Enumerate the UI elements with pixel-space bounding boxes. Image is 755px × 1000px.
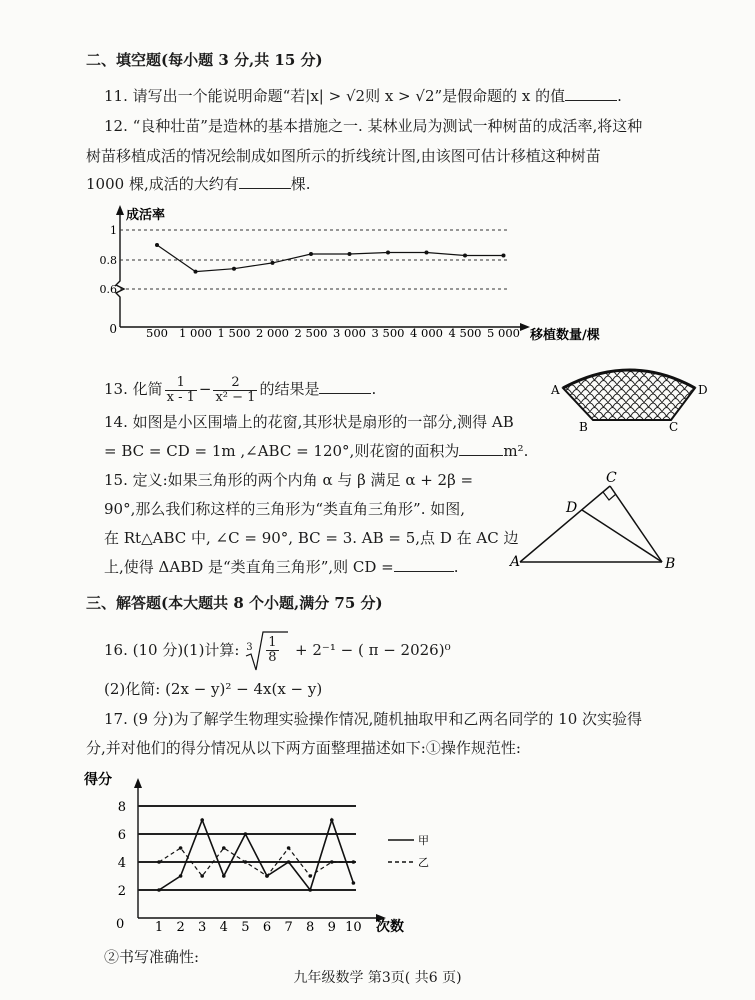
- y-tick-label: 0.6: [99, 283, 117, 296]
- x-tick-label: 2 000: [256, 326, 289, 340]
- data-point-甲: [287, 860, 291, 864]
- data-point: [502, 254, 506, 258]
- data-point-甲: [222, 874, 226, 878]
- right-triangle-figure: [500, 468, 690, 578]
- answer-blank-12: [239, 174, 291, 189]
- data-point-乙: [179, 846, 183, 850]
- data-point: [194, 270, 198, 274]
- x-tick-label: 3: [198, 920, 207, 935]
- flower-window-figure: [545, 358, 715, 438]
- fig15-label-a: A: [510, 554, 521, 570]
- fraction-1-numerator: 1: [165, 376, 197, 391]
- data-point-甲: [200, 818, 204, 822]
- answer-blank-14: [459, 441, 503, 456]
- x-axis-label: 移植数量/棵: [530, 328, 600, 343]
- minus-sign: −: [198, 380, 212, 398]
- x-tick-label: 3 500: [371, 326, 405, 340]
- x-tick-label: 2 500: [294, 326, 328, 340]
- x-tick-label: 1: [154, 920, 164, 935]
- x-tick-label: 1 500: [217, 326, 251, 340]
- root-denominator: 8: [268, 650, 277, 665]
- question-13-prefix: 13. 化简: [104, 380, 163, 398]
- fraction-2-numerator: 2: [213, 376, 257, 391]
- data-point-乙: [200, 874, 204, 878]
- data-point-乙: [244, 860, 248, 864]
- data-point-甲: [330, 818, 334, 822]
- survival-rate-line-chart: [80, 205, 640, 355]
- question-16-part1-text: 16. (10 分)(1)计算:: [104, 641, 240, 659]
- x-tick-label: 9: [327, 920, 336, 935]
- legend-label: 甲: [418, 834, 429, 847]
- data-point-乙: [352, 860, 356, 864]
- question-17-sub2: ②书写准确性:: [104, 948, 200, 966]
- root-fraction: [266, 636, 278, 665]
- section-solve-title: 三、解答题(本大题共 8 个小题,满分 75 分): [86, 594, 383, 612]
- question-15-line4: [104, 557, 459, 577]
- question-12-unit: 棵.: [290, 175, 311, 193]
- data-point-乙: [222, 846, 226, 850]
- question-11-period: .: [617, 87, 622, 105]
- data-point-甲: [157, 888, 161, 892]
- fig14-label-c: C: [669, 420, 679, 434]
- data-point-乙: [287, 846, 291, 850]
- section-fill-in-title: 二、填空题(每小题 3 分,共 15 分): [86, 51, 323, 69]
- question-13: [104, 372, 376, 406]
- question-14-line1: 14. 如图是小区围墙上的花窗,其形状是扇形的一部分,测得 AB: [104, 413, 514, 431]
- fraction-1-denominator: x - 1: [166, 389, 195, 405]
- fig14-label-a: A: [551, 383, 560, 397]
- score-line-chart: [80, 768, 440, 940]
- y-tick-label: 4: [117, 856, 126, 871]
- x-tick-label: 10: [345, 920, 362, 935]
- page-footer: 九年级数学 第3页( 共6 页): [293, 970, 462, 986]
- data-point: [232, 267, 236, 271]
- fraction-2-denominator: x² − 1: [215, 389, 256, 405]
- y-tick-label: 2: [117, 884, 126, 899]
- question-14-line2-text: = BC = CD = 1m ,∠ABC = 120°,则花窗的面积为: [104, 442, 460, 460]
- question-13-suffix: 的结果是: [259, 380, 320, 398]
- data-point-乙: [308, 874, 312, 878]
- question-14-unit: m².: [503, 442, 529, 460]
- data-point-甲: [244, 832, 248, 836]
- data-point: [425, 251, 429, 255]
- question-15-line4-text: 上,使得 ΔABD 是“类直角三角形”,则 CD =: [104, 558, 394, 576]
- y-tick-label: 0.8: [99, 254, 117, 267]
- y-tick-label: 1: [110, 224, 117, 237]
- x-tick-label: 7: [284, 920, 293, 935]
- fig14-label-d: D: [698, 383, 708, 397]
- survival-rate-series-line: [157, 245, 504, 272]
- fig15-label-c: C: [606, 470, 617, 486]
- data-point: [463, 254, 467, 258]
- y-axis-arrow-icon: [134, 778, 142, 788]
- question-12-line1: 12. “良种壮苗”是造林的基本措施之一. 某林业局为测试一种树苗的成活率,将这种: [104, 117, 643, 135]
- x-tick-label: 4 000: [410, 326, 443, 340]
- question-15-line3: 在 Rt△ABC 中, ∠C = 90°, BC = 3. AB = 5,点 D 在 AC 边: [104, 529, 519, 547]
- answer-blank-13: [319, 379, 371, 394]
- question-14-line2: [104, 441, 528, 461]
- root-index: 3: [246, 642, 253, 653]
- x-tick-label: 1 000: [179, 326, 212, 340]
- fig15-label-b: B: [665, 556, 676, 572]
- data-point-甲: [179, 874, 183, 878]
- data-point-乙: [265, 874, 269, 878]
- x-tick-label: 6: [262, 920, 272, 935]
- y-axis-arrow-icon: [116, 205, 124, 215]
- y-tick-label: 8: [117, 800, 126, 815]
- x-tick-label: 4: [219, 920, 228, 935]
- root-numerator: 1: [268, 635, 277, 650]
- x-tick-label: 5 000: [487, 326, 520, 340]
- data-point: [309, 252, 313, 256]
- question-15-line2: 90°,那么我们称这样的三角形为“类直角三角形”. 如图,: [104, 500, 465, 518]
- x-axis-arrow-icon: [520, 323, 530, 331]
- question-11: [104, 86, 622, 106]
- y-tick-label: 6: [117, 828, 126, 843]
- question-16-part1-expression: + 2⁻¹ − ( π − 2026)⁰: [295, 641, 451, 659]
- cube-root-expression: [244, 630, 290, 672]
- x-tick-label: 8: [306, 920, 315, 935]
- question-11-text: 11. 请写出一个能说明命题“若|x| > √2则 x > √2”是假命题的 x 的值: [104, 87, 566, 105]
- question-17-line2: 分,并对他们的得分情况从以下两方面整理描述如下:①操作规范性:: [86, 739, 521, 757]
- question-12-line3: [86, 174, 311, 194]
- legend-label: 乙: [418, 856, 429, 869]
- data-point: [271, 261, 275, 265]
- origin-label: 0: [109, 322, 117, 336]
- series-line-甲: [159, 820, 353, 890]
- data-point-乙: [157, 860, 161, 864]
- fraction-2: [213, 376, 257, 405]
- question-16-part2: (2)化简: (2x − y)² − 4x(x − y): [104, 680, 323, 698]
- question-15-period: .: [453, 558, 459, 576]
- data-point: [155, 243, 159, 247]
- data-point: [386, 251, 390, 255]
- question-13-period: .: [371, 380, 377, 398]
- data-point: [348, 252, 352, 256]
- question-17-line1: 17. (9 分)为了解学生物理实验操作情况,随机抽取甲和乙两名同学的 10 次实验得: [104, 710, 643, 728]
- x-tick-label: 2: [176, 920, 185, 935]
- question-16-part1: [104, 628, 451, 672]
- fig15-label-d: D: [566, 500, 578, 516]
- y-axis-label: 得分: [84, 772, 112, 788]
- x-tick-label: 500: [146, 326, 168, 340]
- y-axis-with-break: [116, 211, 124, 327]
- x-tick-label: 5: [241, 920, 250, 935]
- data-point-甲: [308, 888, 312, 892]
- data-point-甲: [352, 881, 356, 885]
- origin-label: 0: [116, 917, 125, 932]
- fig14-label-b: B: [579, 420, 588, 434]
- x-axis-label: 次数: [376, 919, 404, 935]
- data-point-乙: [330, 860, 334, 864]
- question-12-line3-text: 1000 棵,成活的大约有: [86, 175, 239, 193]
- answer-blank-15: [394, 557, 454, 572]
- answer-blank-11: [565, 86, 617, 101]
- x-tick-label: 4 500: [448, 326, 482, 340]
- question-15-line1: 15. 定义:如果三角形的两个内角 α 与 β 满足 α + 2β =: [104, 471, 474, 489]
- question-12-line2: 树苗移植成活的情况绘制成如图所示的折线统计图,由该图可估计移植这种树苗: [86, 147, 601, 165]
- fraction-1: [165, 376, 197, 405]
- x-tick-label: 3 000: [333, 326, 366, 340]
- y-axis-label: 成活率: [126, 208, 166, 223]
